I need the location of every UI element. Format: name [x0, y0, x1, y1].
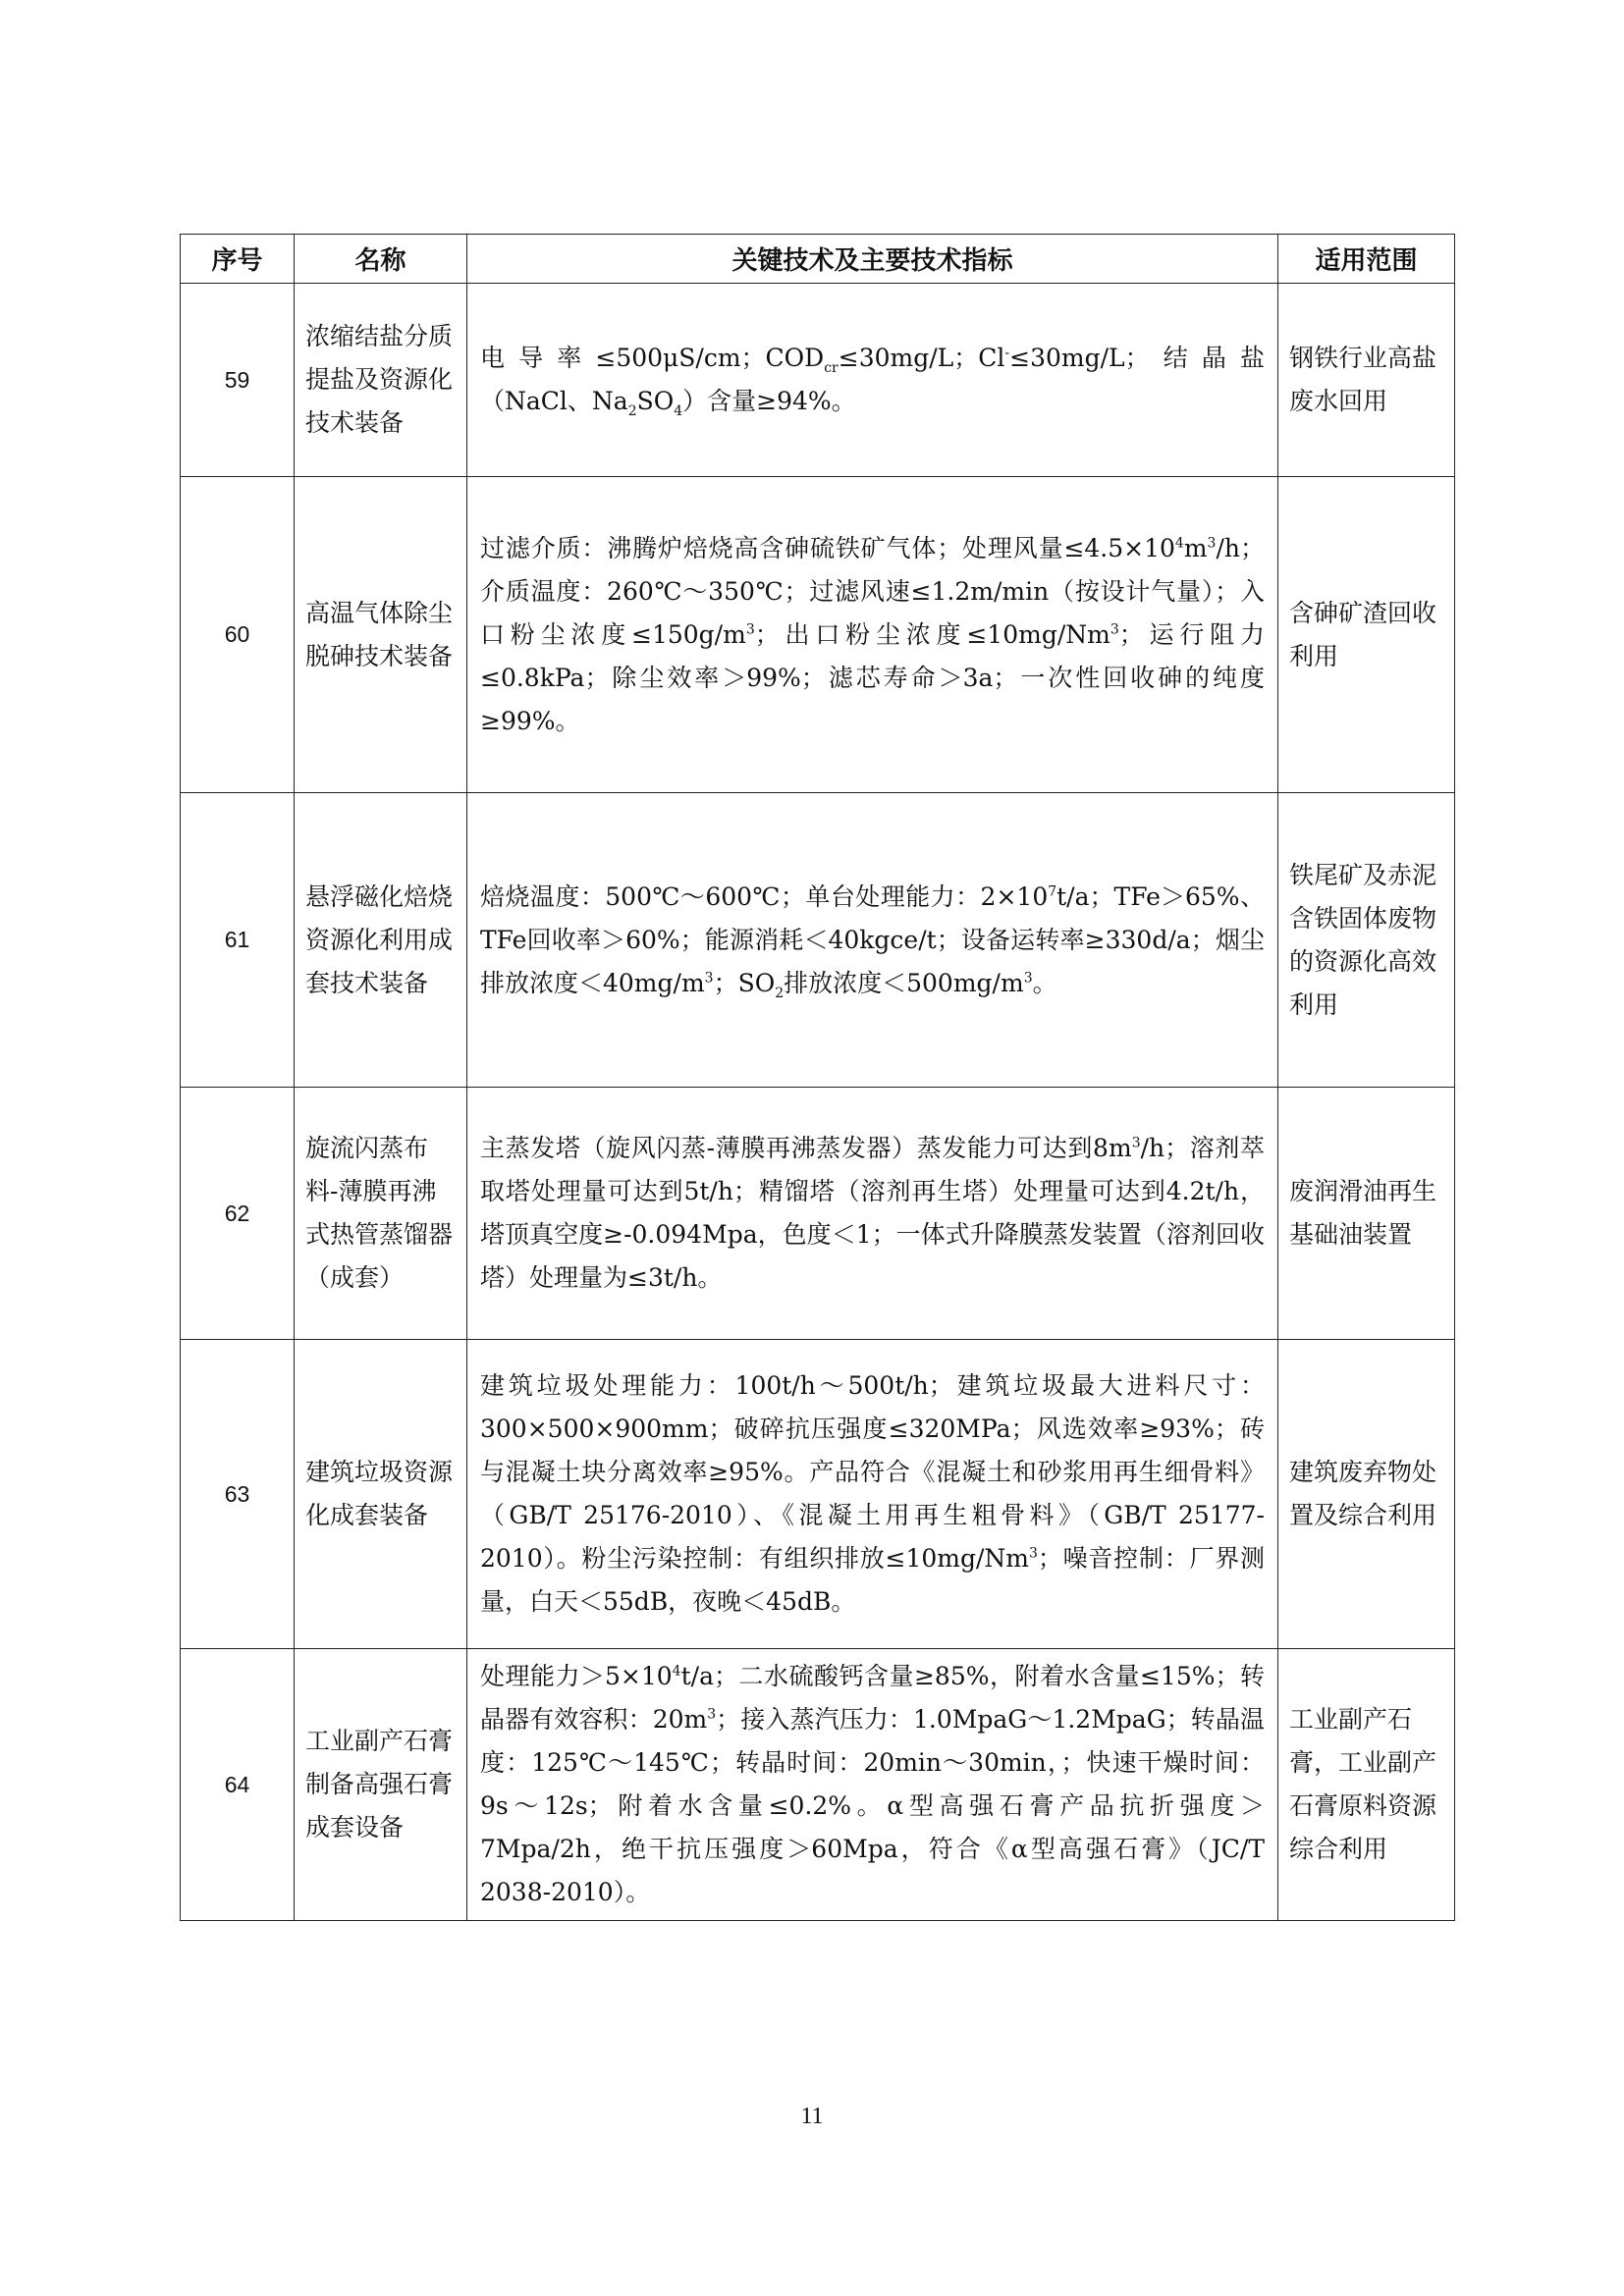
row-description: 建筑垃圾处理能力：100t/h～500t/h；建筑垃圾最大进料尺寸：300×500×900mm；破碎抗压强度≤320MPa；风选效率≥93%；砖与混凝土块分离效率≥95%。产品符合《混凝土和砂浆用再生细骨料》（GB/T 25176-2010）、《混凝土用再生粗骨料》（GB/T 25177-2010）。粉尘污染控制：有组织排放$\le 10mg/Nm^3$；噪音控制：厂界测量，白天＜55dB，夜晚＜45dB。 [467, 1340, 1278, 1649]
header-name: 名称 [295, 235, 467, 284]
row-name: 旋流闪蒸布料-薄膜再沸式热管蒸馏器（成套） [295, 1088, 467, 1340]
row-name: 工业副产石膏制备高强石膏成套设备 [295, 1649, 467, 1921]
row-number: 62 [181, 1088, 295, 1340]
table-row [181, 284, 1455, 477]
page-number: 11 [800, 2104, 824, 2129]
header-scope: 适用范围 [1278, 235, 1455, 284]
row-number: 63 [181, 1340, 295, 1649]
row-number: 59 [181, 284, 295, 477]
table-row [181, 1088, 1455, 1340]
equipment-spec-table [180, 234, 1455, 1921]
row-description: 焙烧温度：500℃～600℃；单台处理能力：$2\times 10^7t/a$；TFe＞65%、TFe回收率＞60%；能源消耗＜40kgce/t；设备运转率≥330d/a；烟尘排放浓度$<40mg/m^3$；$SO_2$排放浓度$<500mg/m^3$。 [467, 793, 1278, 1088]
header-serial-no: 序号 [181, 235, 295, 284]
row-number: 61 [181, 793, 295, 1088]
row-description: 处理能力$>5\times 10^4t/a$；二水硫酸钙含量≥85%，附着水含量≤15%；转晶器有效容积：$20m^3$；接入蒸汽压力：1.0MpaG～1.2MpaG；转晶温度：125℃～145℃；转晶时间：20min～30min，；快速干燥时间：9s～12s；附着水含量≤0.2%。α型高强石膏产品抗折强度＞7Mpa/2h，绝干抗压强度＞60Mpa，符合《α型高强石膏》（JC/T 2038-2010）。 [467, 1649, 1278, 1921]
row-name: 高温气体除尘脱砷技术装备 [295, 477, 467, 793]
table-row [181, 1649, 1455, 1921]
table-row [181, 793, 1455, 1088]
row-scope: 铁尾矿及赤泥含铁固体废物的资源化高效利用 [1278, 793, 1455, 1088]
row-name: 建筑垃圾资源化成套装备 [295, 1340, 467, 1649]
header-key-technology: 关键技术及主要技术指标 [467, 235, 1278, 284]
row-name: 悬浮磁化焙烧资源化利用成套技术装备 [295, 793, 467, 1088]
row-description: 电导率≤500μS/cm；$COD_{cr}\le 30mg/L$；Cl-≤30mg/L；结晶盐（NaCl、$Na_2SO_4$）含量≥94%。 [467, 284, 1278, 477]
row-scope: 钢铁行业高盐废水回用 [1278, 284, 1455, 477]
table-row [181, 1340, 1455, 1649]
row-number: 60 [181, 477, 295, 793]
row-description: 过滤介质：沸腾炉焙烧高含砷硫铁矿气体；处理风量$\le 4.5\times 10^4m^3/h$；介质温度：260℃～350℃；过滤风速≤1.2m/min（按设计气量）；入口粉尘浓度$\le 150g/m^3$；出口粉尘浓度$\le 10mg/Nm^3$；运行阻力≤0.8kPa；除尘效率＞99%；滤芯寿命＞3a；一次性回收砷的纯度≥99%。 [467, 477, 1278, 793]
row-scope: 建筑废弃物处置及综合利用 [1278, 1340, 1455, 1649]
row-scope: 含砷矿渣回收利用 [1278, 477, 1455, 793]
row-name: 浓缩结盐分质提盐及资源化技术装备 [295, 284, 467, 477]
row-number: 64 [181, 1649, 295, 1921]
row-scope: 工业副产石膏，工业副产石膏原料资源综合利用 [1278, 1649, 1455, 1921]
table-header-row [181, 235, 1455, 284]
row-scope: 废润滑油再生基础油装置 [1278, 1088, 1455, 1340]
row-description: 主蒸发塔（旋风闪蒸-薄膜再沸蒸发器）蒸发能力可达到$8m^3/h$；溶剂萃取塔处理量可达到5t/h；精馏塔（溶剂再生塔）处理量可达到4.2t/h，塔顶真空度≥-0.094Mpa，色度＜1；一体式升降膜蒸发装置（溶剂回收塔）处理量为≤3t/h。 [467, 1088, 1278, 1340]
table-row [181, 477, 1455, 793]
